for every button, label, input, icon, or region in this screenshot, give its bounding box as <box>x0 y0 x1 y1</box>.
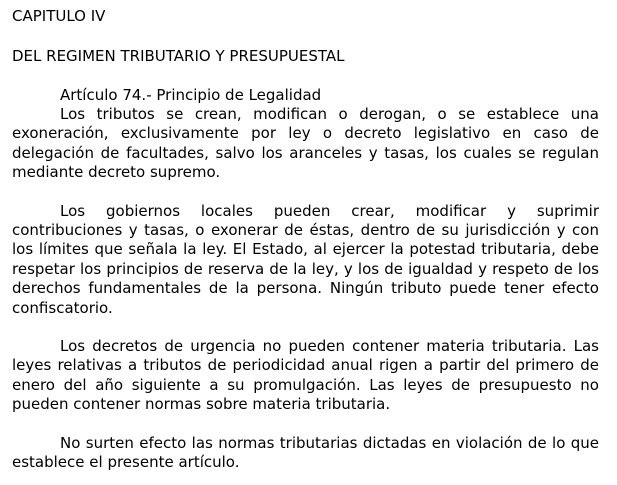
paragraph-1: Los tributos se crean, modifican o derogan, o se establece una exoneración, exclusivamente por ley o decreto legislativo en caso de delegación de facultades, salvo los aranceles y tasas, los cuales se regulan mediante decreto supremo. <box>12 105 599 182</box>
article-title: Artículo 74.- Principio de Legalidad <box>60 86 322 104</box>
section-heading: DEL REGIMEN TRIBUTARIO Y PRESUPUESTAL <box>12 47 345 65</box>
chapter-heading: CAPITULO IV <box>12 7 106 25</box>
document-page <box>12 6 599 473</box>
paragraph-4: No surten efecto las normas tributarias dictadas en violación de lo que establece el presente artículo. <box>12 433 599 472</box>
paragraph-2: Los gobiernos locales pueden crear, modificar y suprimir contribuciones y tasas, o exonerar de éstas, dentro de su jurisdicción y con los límites que señala la ley. El Estado, al ejercer la potestad tributaria, debe respetar los principios de reserva de la ley, y los de igualdad y respeto de los derechos fundamentales de la persona. Ningún tributo puede tener efecto confiscatorio. <box>12 201 599 317</box>
paragraph-3: Los decretos de urgencia no pueden contener materia tributaria. Las leyes relativas a tributos de periodicidad anual rigen a partir del primero de enero del año siguiente a su promulgación. Las leyes de presupuesto no pueden contener normas sobre materia tributaria. <box>12 337 599 414</box>
